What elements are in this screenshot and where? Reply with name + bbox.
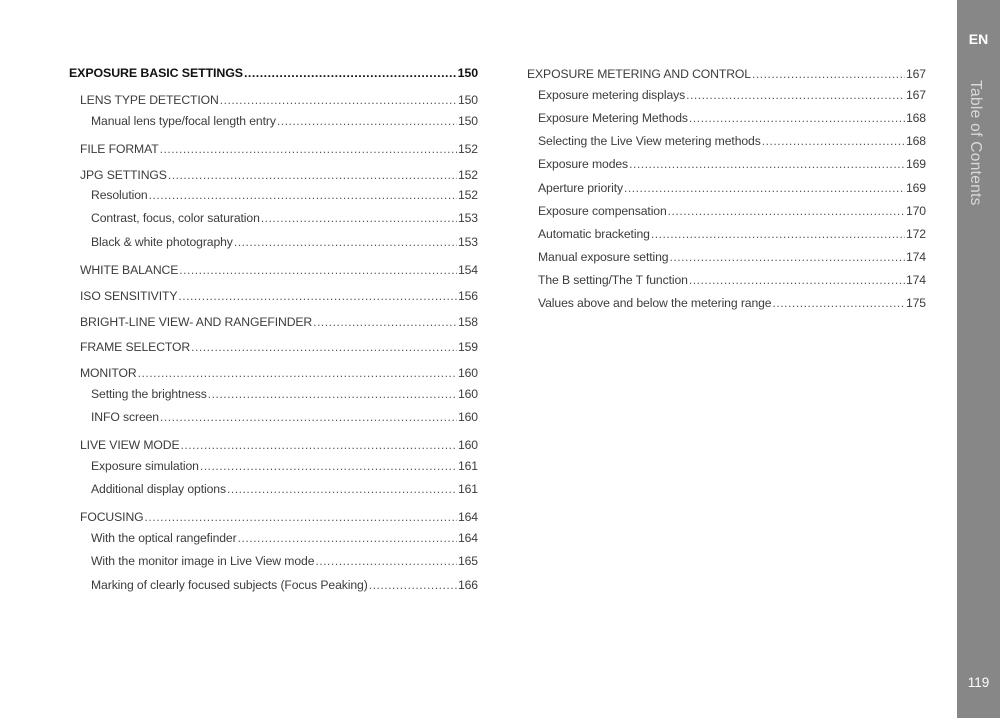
toc-entry-label: WHITE BALANCE [80,263,179,277]
dot-leader [752,67,905,82]
toc-entry-page: 153 [457,235,478,249]
dot-leader [227,482,457,497]
toc-entry-label: Exposure Metering Methods [538,111,688,125]
toc-entry[interactable] [69,459,478,474]
toc-entry[interactable] [527,67,926,82]
dot-leader [261,211,457,226]
toc-entry-page: 160 [457,410,478,424]
toc-entry-page: 160 [457,366,478,380]
toc-entry[interactable] [69,410,478,425]
toc-entry-label: With the monitor image in Live View mode [91,554,315,568]
dot-leader [200,459,457,474]
toc-entry-label: INFO screen [91,410,159,424]
toc-entry[interactable] [69,168,478,183]
toc-entry-label: Exposure metering displays [538,88,686,102]
dot-leader [220,93,457,108]
section-title: Table of Contents [967,80,984,206]
chapter-sidebar [957,0,1000,718]
toc-entry-label: Black & white photography [91,235,233,249]
toc-entry[interactable] [69,142,478,157]
dot-leader [668,204,905,219]
toc-entry-label: The B setting/The T function [538,273,688,287]
toc-entry[interactable] [69,366,478,381]
language-label: EN [968,31,989,47]
toc-entry-page: 165 [457,554,478,568]
toc-entry-page: 168 [905,134,926,148]
toc-entry[interactable] [69,531,478,546]
page-number: 119 [967,675,990,690]
toc-entry-page: 174 [905,250,926,264]
toc-entry-label: Exposure simulation [91,459,199,473]
toc-entry[interactable] [69,66,478,81]
toc-entry[interactable] [69,340,478,355]
toc-entry-label: EXPOSURE METERING AND CONTROL [527,67,751,81]
toc-entry-page: 160 [457,438,478,452]
toc-entry-page: 150 [457,93,478,107]
toc-entry[interactable] [69,188,478,203]
toc-entry[interactable] [69,315,478,330]
toc-entry[interactable] [69,211,478,226]
toc-entry-page: 152 [457,142,478,156]
toc-entry-label: Automatic bracketing [538,227,650,241]
dot-leader [168,168,457,183]
toc-entry[interactable] [69,387,478,402]
toc-entry[interactable] [527,204,926,219]
toc-entry-label: Manual lens type/focal length entry [91,114,276,128]
toc-entry-label: Manual exposure setting [538,250,669,264]
dot-leader [369,578,457,593]
dot-leader [178,289,457,304]
dot-leader [244,66,457,81]
toc-entry-page: 158 [457,315,478,329]
toc-entry-page: 168 [905,111,926,125]
toc-entry-page: 154 [457,263,478,277]
toc-entry-label: LIVE VIEW MODE [80,438,180,452]
toc-entry-page: 169 [905,157,926,171]
toc-entry[interactable] [69,114,478,129]
toc-entry-label: Selecting the Live View metering methods [538,134,761,148]
toc-entry-page: 153 [457,211,478,225]
toc-entry[interactable] [69,510,478,525]
dot-leader [149,188,457,203]
dot-leader [313,315,457,330]
toc-entry-label: FOCUSING [80,510,144,524]
dot-leader [234,235,457,250]
dot-leader [179,263,457,278]
dot-leader [138,366,457,381]
dot-leader [181,438,457,453]
dot-leader [689,273,905,288]
toc-entry-label: ISO SENSITIVITY [80,289,178,303]
toc-entry-label: Aperture priority [538,181,623,195]
toc-entry-page: 156 [457,289,478,303]
toc-entry-page: 160 [457,387,478,401]
toc-entry[interactable] [527,227,926,242]
toc-entry-page: 164 [457,510,478,524]
toc-entry-label: Exposure modes [538,157,629,171]
toc-entry-page: 161 [457,459,478,473]
toc-entry[interactable] [527,157,926,172]
toc-entry[interactable] [527,134,926,149]
toc-entry-label: Additional display options [91,482,226,496]
toc-entry-label: EXPOSURE BASIC SETTINGS [69,66,243,80]
dot-leader [315,554,457,569]
toc-entry-page: 150 [457,114,478,128]
toc-entry-label: Resolution [91,188,148,202]
toc-entry-label: Exposure compensation [538,204,667,218]
toc-entry[interactable] [69,438,478,453]
dot-leader [651,227,905,242]
dot-leader [629,157,905,172]
toc-entry-page: 169 [905,181,926,195]
toc-entry-page: 152 [457,168,478,182]
dot-leader [145,510,457,525]
toc-entry-page: 164 [457,531,478,545]
toc-entry[interactable] [527,250,926,265]
toc-entry[interactable] [69,554,478,569]
toc-entry-label: With the optical rangefinder [91,531,237,545]
toc-entry[interactable] [69,482,478,497]
toc-entry-page: 159 [457,340,478,354]
toc-entry-label: Setting the brightness [91,387,207,401]
toc-entry[interactable] [527,181,926,196]
toc-entry-label: FRAME SELECTOR [80,340,191,354]
dot-leader [191,340,457,355]
toc-entry-page: 170 [905,204,926,218]
toc-entry[interactable] [69,578,478,593]
dot-leader [624,181,905,196]
toc-entry-page: 174 [905,273,926,287]
toc-entry-label: MONITOR [80,366,137,380]
toc-entry[interactable] [527,88,926,103]
toc-entry[interactable] [69,235,478,250]
toc-entry-label: Marking of clearly focused subjects (Focus Peaking) [91,578,368,592]
dot-leader [277,114,457,129]
dot-leader [238,531,457,546]
dot-leader [160,142,457,157]
dot-leader [689,111,905,126]
toc-entry[interactable] [527,273,926,288]
toc-entry-page: 150 [457,66,478,80]
toc-entry-label: Contrast, focus, color saturation [91,211,260,225]
dot-leader [208,387,457,402]
toc-entry-page: 161 [457,482,478,496]
toc-entry-page: 167 [905,67,926,81]
toc-entry[interactable] [69,263,478,278]
toc-entry[interactable] [69,93,478,108]
dot-leader [773,296,905,311]
dot-leader [160,410,457,425]
toc-entry-label: FILE FORMAT [80,142,159,156]
dot-leader [762,134,905,149]
toc-entry[interactable] [527,111,926,126]
toc-entry-label: Values above and below the metering range [538,296,772,310]
toc-entry-page: 172 [905,227,926,241]
dot-leader [686,88,905,103]
toc-entry-label: BRIGHT-LINE VIEW- AND RANGEFINDER [80,315,313,329]
toc-entry-label: LENS TYPE DETECTION [80,93,219,107]
toc-entry-page: 175 [905,296,926,310]
toc-entry[interactable] [69,289,478,304]
toc-entry-page: 152 [457,188,478,202]
toc-entry-page: 167 [905,88,926,102]
dot-leader [670,250,905,265]
toc-entry-page: 166 [457,578,478,592]
toc-entry[interactable] [527,296,926,311]
toc-entry-label: JPG SETTINGS [80,168,167,182]
